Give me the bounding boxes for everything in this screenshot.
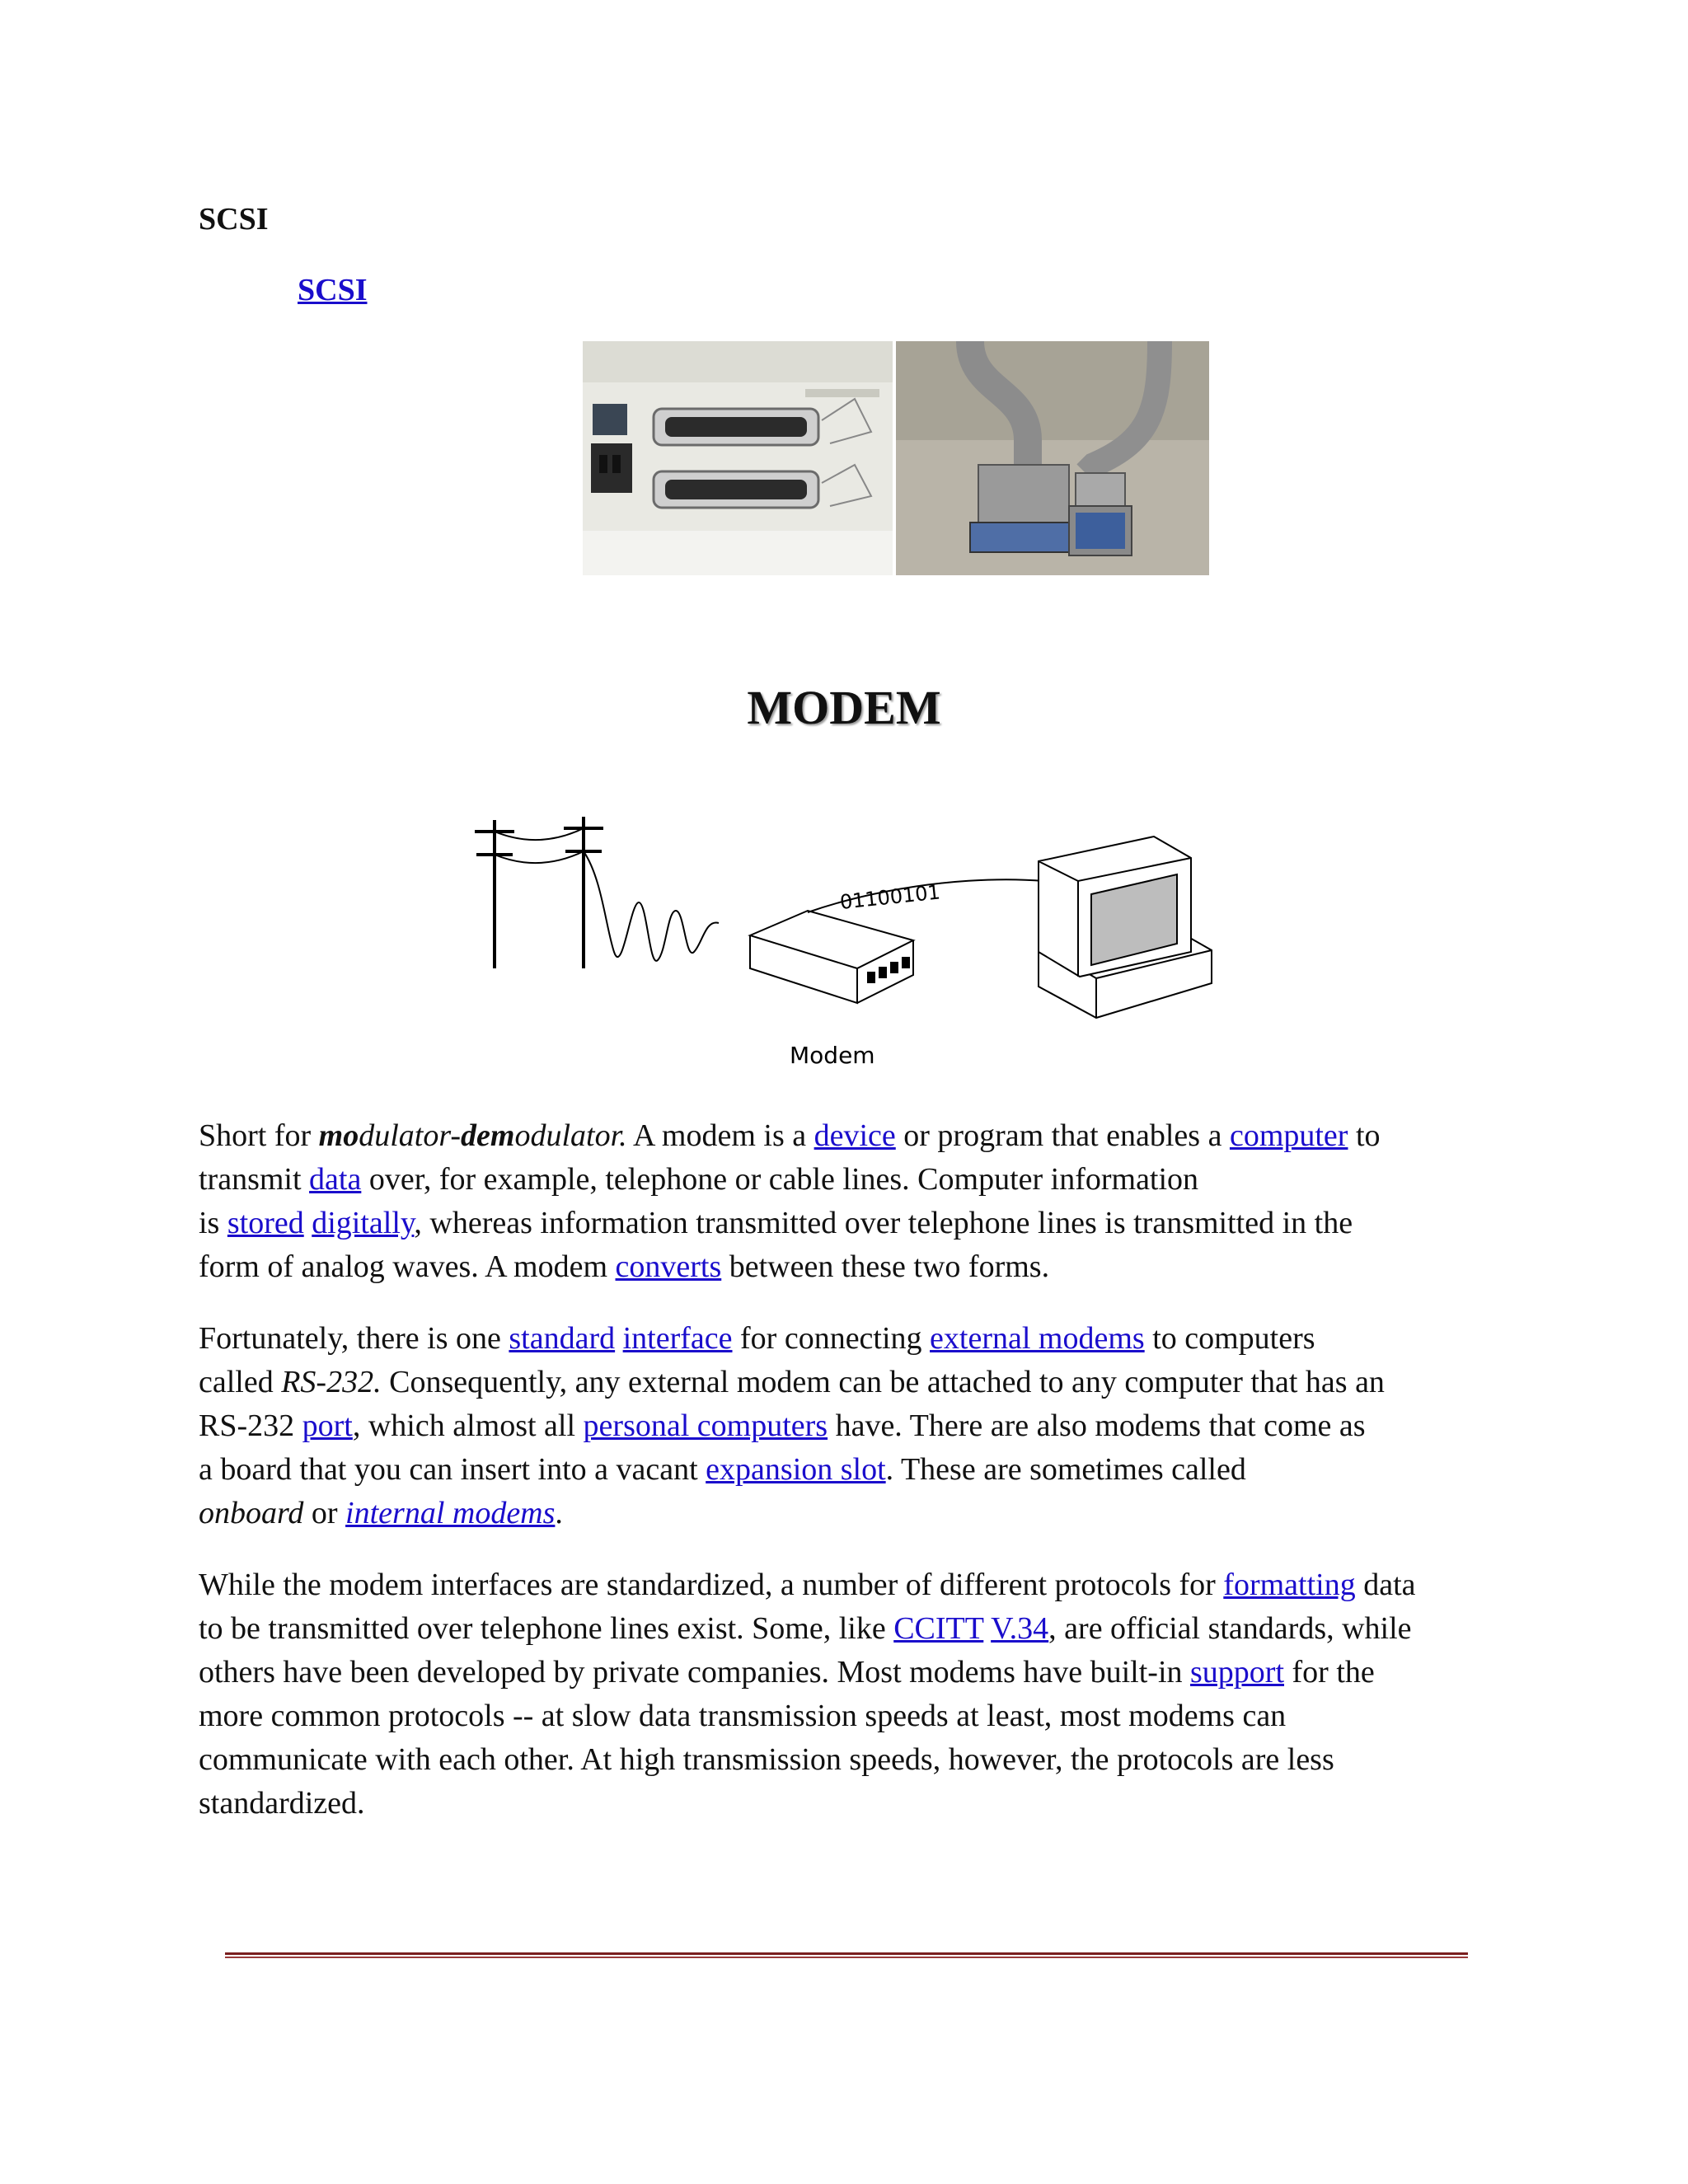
text: others have been developed by private companies. Most modems have built-in <box>199 1655 1191 1690</box>
text: or program that enables a <box>895 1118 1230 1153</box>
text: , which almost all <box>352 1408 584 1443</box>
text: RS-232 <box>199 1408 302 1443</box>
text: is <box>199 1206 227 1240</box>
scsi-photos <box>583 341 1209 575</box>
text: RS-232. <box>281 1365 382 1399</box>
text: , whereas information transmitted over telephone lines is transmitted in the <box>414 1206 1353 1240</box>
link-data[interactable]: data <box>309 1162 362 1197</box>
link-interface[interactable]: interface <box>622 1321 733 1356</box>
text-line <box>199 1245 1509 1289</box>
link-formatting[interactable]: formatting <box>1223 1568 1356 1602</box>
text-line <box>199 1114 1509 1158</box>
text: dulator- <box>359 1118 462 1153</box>
link-external-modems[interactable]: external modems <box>930 1321 1145 1356</box>
text: have. There are also modems that come as <box>828 1408 1366 1443</box>
text-line <box>199 1202 1509 1245</box>
text: to be transmitted over telephone lines exist. Some, like <box>199 1611 894 1646</box>
text: , are official standards, while <box>1048 1611 1412 1646</box>
scsi-cable-photo <box>896 341 1209 575</box>
text: While the modem interfaces are standardized, a number of different protocols for <box>199 1568 1224 1602</box>
text: Consequently, any external modem can be attached to any computer that has an <box>381 1365 1385 1399</box>
text: over, for example, telephone or cable lines. Computer information <box>361 1162 1199 1197</box>
text-line <box>199 1492 1509 1535</box>
text: for the <box>1284 1655 1375 1690</box>
link-stored[interactable]: stored <box>227 1206 304 1240</box>
text-line: standardized. <box>199 1786 365 1821</box>
text-line <box>199 1607 1509 1651</box>
text-line: communicate with each other. At high transmission speeds, however, the protocols are less <box>199 1742 1334 1777</box>
text-line: more common protocols -- at slow data transmission speeds at least, most modems can <box>199 1699 1287 1733</box>
footer-rule <box>225 1952 1468 1958</box>
text-line <box>199 1404 1509 1448</box>
text: Fortunately, there is one <box>199 1321 509 1356</box>
text: to computers <box>1144 1321 1315 1356</box>
link-personal-computers[interactable]: personal computers <box>583 1408 828 1443</box>
paragraph-protocols <box>199 1563 1509 1825</box>
text: transmit <box>199 1162 310 1197</box>
text: form of analog waves. A modem <box>199 1249 616 1284</box>
link-digitally[interactable]: digitally <box>312 1206 415 1240</box>
text: dem <box>461 1118 515 1153</box>
text: to <box>1348 1118 1381 1153</box>
modem-label: Modem <box>790 1042 875 1069</box>
bits-label: 01100101 <box>838 880 942 914</box>
text-line <box>199 1563 1509 1607</box>
text-line <box>199 1448 1509 1492</box>
link-expansion-slot[interactable]: expansion slot <box>706 1452 886 1487</box>
link-support[interactable]: support <box>1190 1655 1285 1690</box>
modem-title: MODEM <box>747 681 941 734</box>
link-computer[interactable]: computer <box>1229 1118 1348 1153</box>
text: or <box>303 1496 346 1530</box>
text: onboard <box>199 1496 304 1530</box>
link-device[interactable]: device <box>814 1118 896 1153</box>
text: odulator. <box>514 1118 627 1153</box>
text: between these two forms. <box>721 1249 1050 1284</box>
text: . <box>555 1496 563 1530</box>
link-v34[interactable]: V.34 <box>991 1611 1049 1646</box>
text: mo <box>318 1118 359 1153</box>
text: for connecting <box>732 1321 931 1356</box>
scsi-enclosure-photo <box>583 341 893 575</box>
modem-diagram <box>462 812 1236 1084</box>
text: Short for <box>199 1118 319 1153</box>
text: . These are sometimes called <box>885 1452 1246 1487</box>
text: A modem is a <box>626 1118 814 1153</box>
text-line <box>199 1361 1509 1404</box>
link-internal-modems[interactable]: internal modems <box>345 1496 556 1530</box>
link-standard[interactable]: standard <box>509 1321 616 1356</box>
text-line <box>199 1317 1509 1361</box>
text: a board that you can insert into a vacant <box>199 1452 706 1487</box>
scsi-link[interactable]: SCSI <box>298 273 368 307</box>
scsi-heading: SCSI <box>199 202 269 237</box>
text-line <box>199 1158 1509 1202</box>
link-port[interactable]: port <box>302 1408 353 1443</box>
paragraph-modem-definition <box>199 1114 1509 1289</box>
link-converts[interactable]: converts <box>615 1249 722 1284</box>
text: data <box>1355 1568 1416 1602</box>
text: called <box>199 1365 282 1399</box>
text-line <box>199 1651 1509 1694</box>
paragraph-rs232 <box>199 1317 1509 1535</box>
link-ccitt[interactable]: CCITT <box>893 1611 984 1646</box>
